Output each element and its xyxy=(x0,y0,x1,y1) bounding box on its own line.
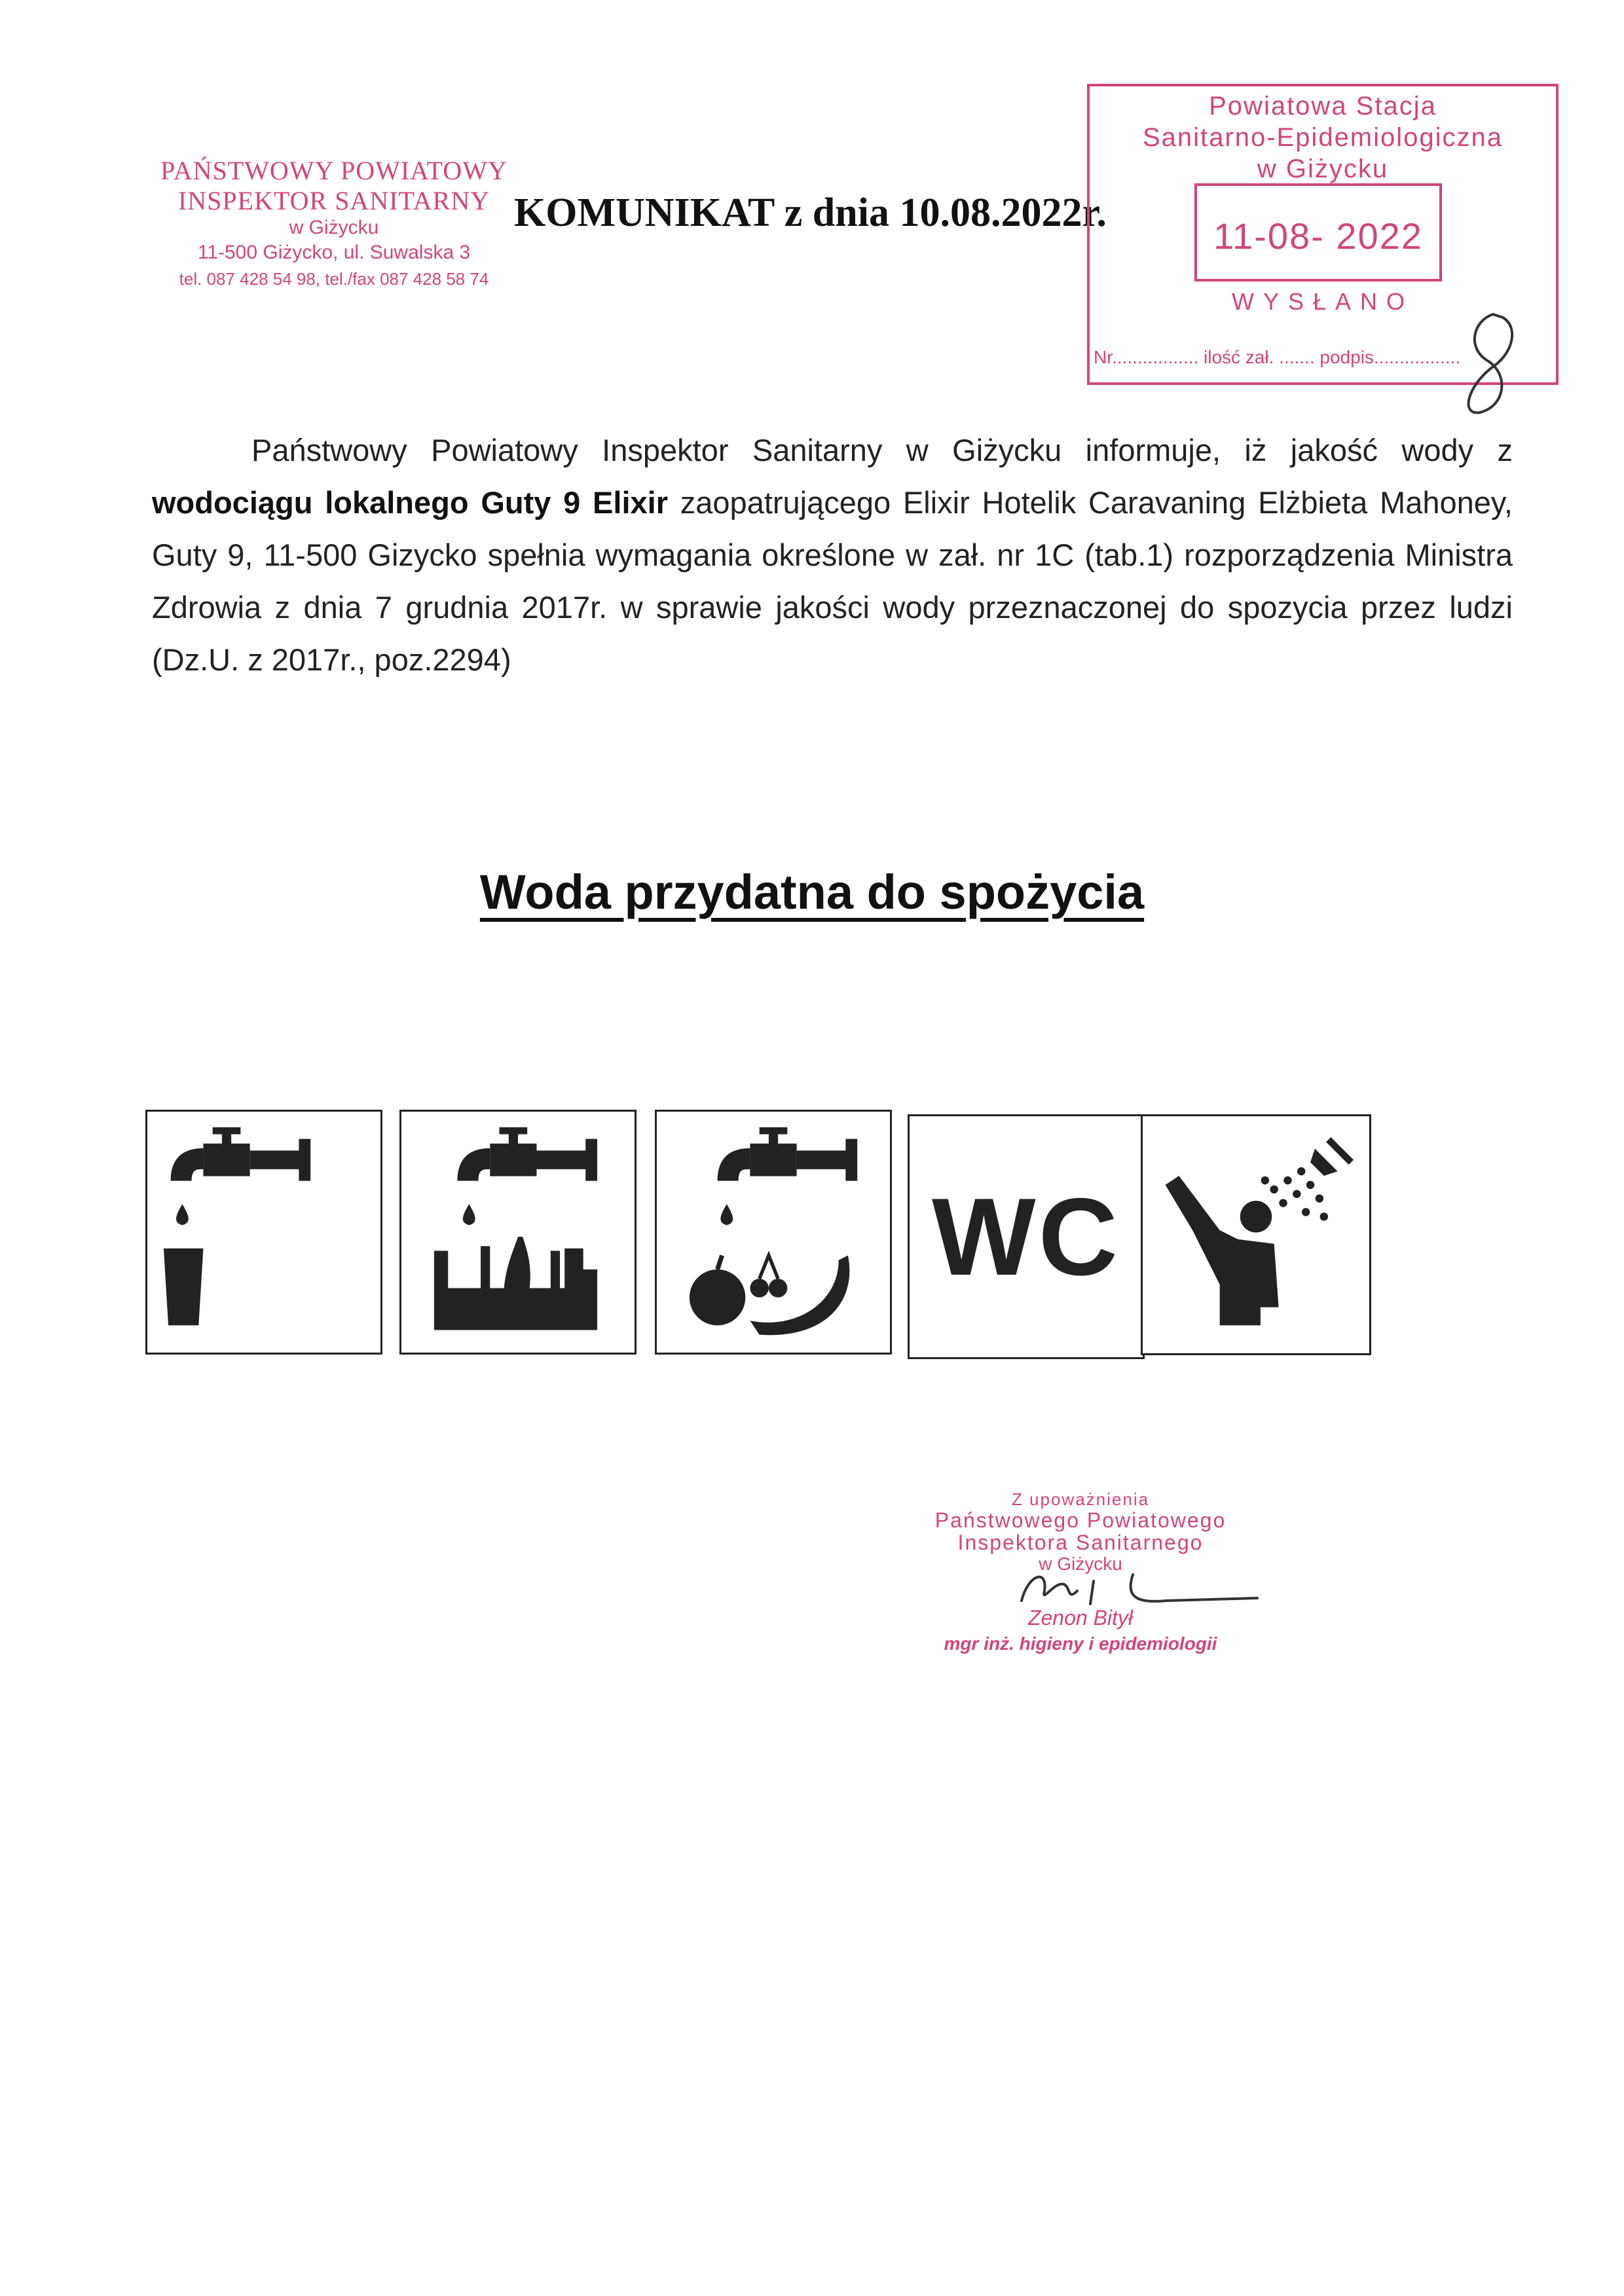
issuer-stamp xyxy=(124,156,544,292)
shower-icon xyxy=(1141,1114,1371,1355)
page-title: KOMUNIKAT z dnia 10.08.2022r. xyxy=(514,191,1107,235)
handwritten-signature xyxy=(1008,1555,1283,1620)
wc-label: WC xyxy=(932,1175,1120,1298)
body-paragraph xyxy=(152,424,1513,686)
received-line-2: Sanitarno-Epidemiologiczna xyxy=(1142,123,1504,152)
issuer-phone: tel. 087 428 54 98, tel./fax 087 428 58 74 xyxy=(179,269,489,289)
wc-icon xyxy=(908,1114,1145,1359)
sent-status: WYSŁANO xyxy=(1231,288,1414,315)
received-line-3: w Giżycku xyxy=(1257,155,1389,183)
signature-line-3: Inspektora Sanitarnego xyxy=(957,1531,1204,1554)
issuer-address: 11-500 Giżycko, ul. Suwalska 3 xyxy=(197,242,471,263)
signature-line-1: Z upoważnienia xyxy=(1011,1489,1150,1509)
body-text-1: Państwowy Powiatowy Inspektor Sanitarny w Giżycku informuje, iż jakość wody z xyxy=(251,433,1513,467)
paraph-signature xyxy=(1447,308,1532,419)
received-footer: Nr................. ilość zał. ....... podpis................. xyxy=(1094,347,1461,367)
issuer-line-3: w Giżycku xyxy=(289,217,379,238)
received-stamp-header xyxy=(1090,90,1556,185)
received-line-1: Powiatowa Stacja xyxy=(1209,92,1437,120)
issuer-line-1: PAŃSTWOWY POWIATOWY xyxy=(160,156,507,185)
dish-washing-icon xyxy=(399,1110,637,1355)
received-date: 11-08- 2022 xyxy=(1213,215,1423,257)
issuer-line-2: INSPEKTOR SANITARNY xyxy=(177,186,490,215)
water-status-text: Woda przydatna do spożycia xyxy=(479,865,1145,919)
body-text-bold: wodociągu lokalnego Guty 9 Elixir xyxy=(152,485,669,520)
signatory-title: mgr inż. higieny i epidemiologii xyxy=(944,1633,1217,1654)
received-date-box xyxy=(1194,183,1442,282)
body-text-2: zaopatrującego Elixir Hotelik Caravaning Elżbieta Mahoney, Guty 9, 11-500 Gizycko spełnia wymagania określone w zał. nr 1C (tab.1) rozporządzenia Ministra Zdrowia z dnia 7 grudnia 2017r. w sprawie jakości wody przeznaczonej do spozycia przez ludzi (Dz.U. z 2017r., poz.2294) xyxy=(152,485,1513,677)
signature-line-4: w Giżycku xyxy=(1039,1554,1122,1574)
signature-line-2: Państwowego Powiatowego xyxy=(934,1508,1227,1532)
food-washing-icon xyxy=(655,1110,892,1355)
signatory-name: Zenon Bitył xyxy=(1027,1606,1134,1630)
water-status-heading xyxy=(0,864,1624,920)
drinking-water-icon xyxy=(145,1110,382,1355)
